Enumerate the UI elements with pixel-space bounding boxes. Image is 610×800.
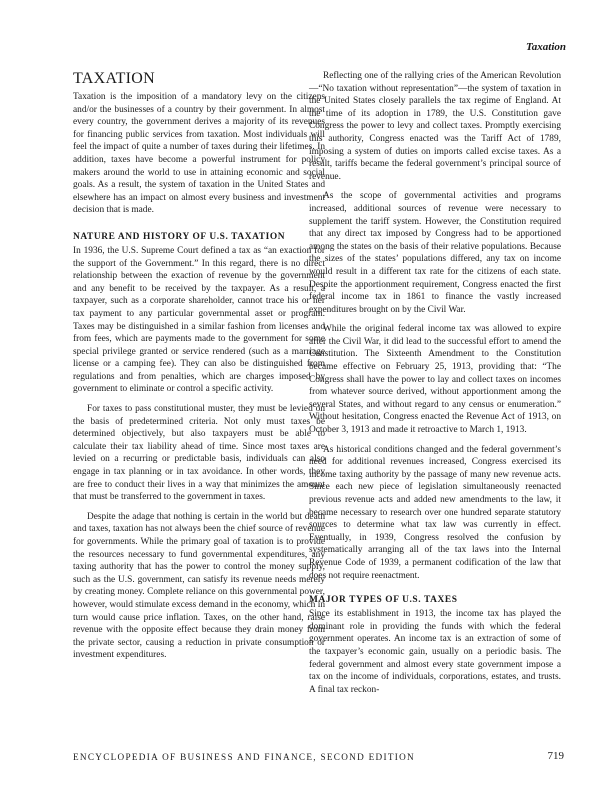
- left-column: [73, 70, 325, 662]
- running-head: Taxation: [526, 41, 566, 53]
- body-paragraph: Despite the adage that nothing is certain in the world but death and taxes, taxation has not always been the chief source of revenue for governments. While the primary goal of taxation is to provide the resources necessary to fund governmental expenditures, any taxing authority that has the power to control the money supply, such as the U.S. government, can satisfy its revenue needs merely by creating money. Complete reliance on this governmental power, however, would stimulate excess demand in the economy, which in turn would cause price inflation. Taxes, on the other hand, raise revenue with the opposite effect because they drain money from the private sector, causing a reduction in private consumption or investment expenditures.: [73, 511, 325, 661]
- section-heading-nature-history: NATURE AND HISTORY OF U.S. TAXATION: [73, 231, 286, 242]
- body-paragraph: Since its establishment in 1913, the income tax has played the dominant role in providing the funds with which the federal government operates. An income tax is an extraction of some of the taxpayer’s economic gain, usually on a periodic basis. The federal government and almost every state government impose a tax on the income of individuals, corporations, estates, and trusts. A final tax reckon-: [309, 609, 561, 695]
- body-paragraph: As the scope of governmental activities and programs increased, additional sources of revenue were necessary to supplement the tariff system. However, the Constitution required that any direct tax imposed by Congress had to be apportioned among the states on the basis of their relative populations. Because the sizes of the states’ populations differed, any tax on income would result in a different tax rate for the citizens of each state. Despite the apportionment requirement, Congress enacted the first federal income tax in 1861 to finance the vastly increased expenditures brought on by the Civil War.: [309, 191, 561, 315]
- body-paragraph: While the original federal income tax was allowed to expire after the Civil War, it did lead to the successful effort to amend the Constitution. The Sixteenth Amendment to the Constitution became effective on February 25, 1913, providing that: “The Congress shall have the power to lay and collect taxes on incomes from whatever source derived, without apportionment among the several States, and without regard to any census or enumeration.” Without hesitation, Congress enacted the Revenue Act of 1913, on October 3, 1913 and made it retroactive to March 1, 1913.: [309, 324, 561, 436]
- right-column: [309, 70, 561, 696]
- body-paragraph: As historical conditions changed and the federal government’s need for additional revenues increased, Congress exercised its income taxing authority by the passage of many new revenue acts. Since each new piece of legislation simultaneously reenacted previous revenue acts and added new amendments to the law, it became necessary to research over one hundred separate statutory sources to determine what tax law was currently in effect. Eventually, in 1939, Congress resolved the confusion by systematically arranging all of the tax laws into the Internal Revenue Code of 1939, a permanent codification of the law that does not require reenactment.: [309, 444, 561, 581]
- section-heading-major-types: MAJOR TYPES OF U.S. TAXES: [309, 595, 458, 606]
- body-paragraph: In 1936, the U.S. Supreme Court defined a tax as “an exaction for the support of the Government.” In this regard, there is no direct relationship between the exaction of revenue by the government and any benefit to be received by the taxpayer. As a result, a taxpayer, such as a corporate shareholder, cannot trace his or her tax payment to any particular governmental asset or program. Taxes may be distinguished in a similar fashion from licenses and from fees, which are payments made to the government for some special privilege granted or service rendered (such as a marriage license or a camping fee). They can also be distinguished from regulations and from penalties, which are charges imposed by government to eliminate or control a specific activity.: [73, 245, 325, 395]
- page-number: 719: [547, 750, 564, 762]
- body-paragraph: Reflecting one of the rallying cries of the American Revolution—“No taxation without representation”—the system of taxation in the United States closely parallels the tax regime of England. At the time of its adoption in 1789, the U.S. Constitution gave Congress the power to levy and collect taxes. Promptly exercising this authority, Congress enacted was the Tariff Act of 1789, imposing a system of duties on imports called excise taxes. As a result, tariffs became the federal government’s principal source of revenue.: [309, 71, 561, 182]
- intro-paragraph: Taxation is the imposition of a mandatory levy on the citizens and/or the businesses of a country by their government. In almost every country, the government derives a majority of its revenues for financing public services from taxation. Most individuals will feel the impact of quite a number of taxes during their lifetimes. In addition, taxes have become a powerful instrument for policy makers around the world to use in attaining economic and social goals. As a result, the system of taxation in the United States and elsewhere has an impact on almost every business and investment decision that is made.: [73, 92, 325, 216]
- body-paragraph: For taxes to pass constitutional muster, they must be levied on the basis of predetermined criteria. Not only must taxes be determined objectively, but also taxpayers must be able to calculate their tax liability ahead of time. Since most taxes are levied on a recurring or predictable basis, individuals can also engage in tax planning or in tax avoidance. In other words, they are free to conduct their lives in a way that minimizes the amount that must be transferred to the government in taxes.: [73, 404, 325, 503]
- article-title: TAXATION: [73, 70, 155, 87]
- publication-title: ENCYCLOPEDIA OF BUSINESS AND FINANCE, SECOND EDITION: [73, 752, 415, 762]
